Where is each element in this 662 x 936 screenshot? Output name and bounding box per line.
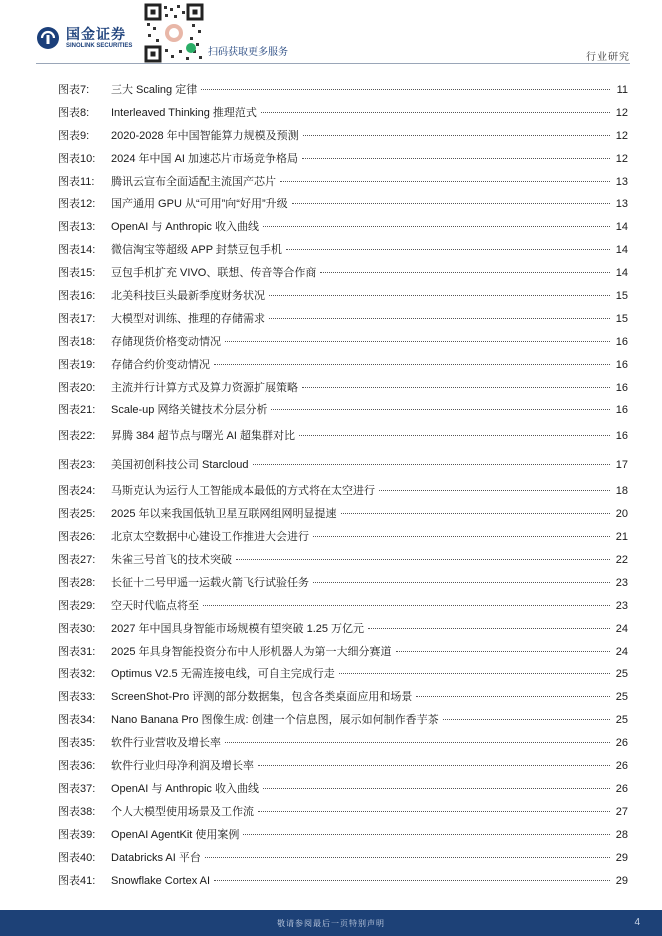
toc-entry[interactable]: [58, 480, 628, 503]
toc-entry[interactable]: [58, 503, 628, 526]
figure-number: 图表29:: [58, 599, 96, 612]
figure-title: 主流并行计算方式及算力资源扩展策略: [111, 381, 298, 394]
figure-title: 长征十二号甲遥一运载火箭飞行试验任务: [111, 576, 309, 589]
dot-leader: [271, 409, 610, 410]
dot-leader: [341, 513, 610, 514]
dot-leader: [280, 181, 610, 182]
figure-title: 2025 年具身智能投资分布中人形机器人为第一大细分赛道: [111, 645, 392, 658]
dot-leader: [303, 135, 610, 136]
figure-title: 北美科技巨头最新季度财务状况: [111, 290, 265, 303]
page-number: 21: [615, 531, 628, 544]
page-number: 26: [615, 782, 628, 795]
toc-entry[interactable]: [58, 308, 628, 331]
dot-leader: [236, 559, 610, 560]
toc-entry[interactable]: [58, 331, 628, 354]
dot-leader: [302, 158, 610, 159]
toc-entry[interactable]: [58, 824, 628, 847]
figure-number: 图表11:: [58, 175, 95, 188]
figure-title: Databricks AI 平台: [111, 851, 201, 864]
page-number: 25: [615, 668, 628, 681]
figure-number: 图表14:: [58, 244, 96, 257]
dot-leader: [416, 696, 610, 697]
figure-title: OpenAI 与 Anthropic 收入曲线: [111, 782, 259, 795]
dot-leader: [443, 719, 610, 720]
figure-title: 朱雀三号首飞的技术突破: [111, 554, 232, 567]
toc-entry[interactable]: [58, 216, 628, 239]
qr-code-icon[interactable]: [144, 3, 204, 63]
figure-title: OpenAI AgentKit 使用案例: [111, 828, 240, 841]
figure-number: 图表28:: [58, 576, 96, 589]
dot-leader: [320, 272, 610, 273]
toc-entry[interactable]: [58, 663, 628, 686]
figure-title: 存储现货价格变动情况: [111, 335, 221, 348]
figure-number: 图表33:: [58, 691, 96, 704]
page-number: 18: [615, 485, 628, 498]
figure-number: 图表25:: [58, 508, 96, 521]
dot-leader: [313, 582, 610, 583]
dot-leader: [258, 811, 610, 812]
toc-entry[interactable]: [58, 451, 628, 480]
page-number: 13: [615, 198, 628, 211]
page-number: 27: [615, 805, 628, 818]
dot-leader: [214, 880, 610, 881]
scan-qr-caption: 扫码获取更多服务: [208, 47, 288, 58]
figure-title: 微信淘宝等超级 APP 封禁豆包手机: [111, 244, 282, 257]
logo-chinese-name: 国金证券: [66, 25, 126, 42]
figure-number: 图表13:: [58, 221, 96, 234]
page-number: 24: [615, 645, 628, 658]
page-header: [0, 0, 662, 66]
figure-title: 马斯克认为运行人工智能成本最低的方式将在太空进行: [111, 485, 375, 498]
header-divider: [36, 63, 630, 64]
toc-entry[interactable]: [58, 399, 628, 422]
dot-leader: [368, 628, 610, 629]
toc-entry[interactable]: [58, 847, 628, 870]
page-number: 12: [615, 152, 628, 165]
figure-number: 图表16:: [58, 290, 96, 303]
page-number: 12: [615, 106, 628, 119]
figure-title: Interleaved Thinking 推理范式: [111, 106, 257, 119]
page-number: 16: [615, 381, 628, 394]
figure-title: 个人大模型使用场景及工作流: [111, 805, 254, 818]
toc-entry[interactable]: [58, 641, 628, 664]
figure-title: Nano Banana Pro 图像生成: 创建一个信息图，展示如何制作香芋茶: [111, 714, 439, 727]
toc-entry[interactable]: [58, 422, 628, 451]
figure-number: 图表41:: [58, 874, 96, 887]
figure-number: 图表31:: [58, 645, 96, 658]
toc-entry[interactable]: [58, 595, 628, 618]
dot-leader: [269, 295, 610, 296]
dot-leader: [205, 857, 610, 858]
toc-entry[interactable]: [58, 755, 628, 778]
figure-number: 图表23:: [58, 459, 96, 472]
toc-entry[interactable]: [58, 354, 628, 377]
page-number: 22: [615, 554, 628, 567]
figure-title: ScreenShot-Pro 评测的部分数据集，包含各类桌面应用和场景: [111, 691, 413, 704]
page-number: 26: [615, 737, 628, 750]
dot-leader: [299, 435, 610, 436]
figure-title: 空天时代临点将至: [111, 599, 199, 612]
dot-leader: [379, 490, 610, 491]
dot-leader: [203, 605, 610, 606]
toc-entry[interactable]: [58, 193, 628, 216]
figure-title: Optimus V2.5 无需连接电线，可自主完成行走: [111, 668, 335, 681]
dot-leader: [339, 673, 610, 674]
toc-entry[interactable]: [58, 549, 628, 572]
toc-entry[interactable]: [58, 239, 628, 262]
report-section-label: 行业研究: [586, 52, 630, 63]
figure-number: 图表22:: [58, 430, 96, 443]
figure-title: 北京太空数据中心建设工作推进大会进行: [111, 531, 309, 544]
dot-leader: [263, 788, 610, 789]
dot-leader: [302, 387, 610, 388]
dot-leader: [313, 536, 610, 537]
figure-number: 图表15:: [58, 267, 96, 280]
figure-number: 图表39:: [58, 828, 96, 841]
dot-leader: [214, 364, 610, 365]
toc-entry[interactable]: [58, 572, 628, 595]
toc-entry[interactable]: [58, 285, 628, 308]
figure-number: 图表24:: [58, 485, 96, 498]
figure-number: 图表12:: [58, 198, 96, 211]
figure-title: 软件行业营收及增长率: [111, 737, 221, 750]
figure-number: 图表7:: [58, 84, 90, 96]
toc-entry[interactable]: [58, 778, 628, 801]
page-footer: [0, 910, 662, 936]
figure-number: 图表21:: [58, 404, 96, 417]
page-number: 24: [615, 622, 628, 635]
figure-title: Scale-up 网络关键技术分层分析: [111, 404, 268, 417]
page-number: 16: [615, 358, 628, 371]
figure-title: 大模型对训练、推理的存储需求: [111, 312, 265, 325]
dot-leader: [396, 651, 610, 652]
page-number: 14: [615, 267, 628, 280]
page-number: 14: [615, 221, 628, 234]
toc-entry[interactable]: [58, 171, 628, 194]
figure-number: 图表19:: [58, 358, 96, 371]
toc-entry[interactable]: [58, 870, 628, 893]
page-number: 16: [615, 335, 628, 348]
page-number: 28: [615, 828, 628, 841]
toc-entry[interactable]: [58, 125, 628, 148]
figure-title: 三大 Scaling 定律: [111, 84, 198, 96]
figure-number: 图表30:: [58, 622, 96, 635]
figure-title: 2025 年以来我国低轨卫星互联网组网明显提速: [111, 508, 337, 521]
figure-number: 图表27:: [58, 554, 96, 567]
dot-leader: [201, 89, 610, 90]
figure-title: 软件行业归母净利润及增长率: [111, 760, 254, 773]
dot-leader: [243, 834, 610, 835]
dot-leader: [292, 203, 610, 204]
figure-title: 腾讯云宣布全面适配主流国产芯片: [111, 175, 276, 188]
figure-number: 图表8:: [58, 106, 90, 119]
figure-number: 图表26:: [58, 531, 96, 544]
toc-entry[interactable]: [58, 686, 628, 709]
figure-number: 图表18:: [58, 335, 96, 348]
dot-leader: [225, 742, 610, 743]
toc-entry[interactable]: [58, 102, 628, 125]
disclaimer-note: 敬请参阅最后一页特别声明: [277, 919, 385, 928]
figure-number: 图表10:: [58, 152, 96, 165]
dot-leader: [263, 226, 610, 227]
figure-title: 美国初创科技公司 Starcloud: [111, 459, 249, 472]
dot-leader: [261, 112, 610, 113]
dot-leader: [269, 318, 610, 319]
figure-title: 2020-2028 年中国智能算力规模及预测: [111, 129, 299, 142]
figure-number: 图表35:: [58, 737, 96, 750]
dot-leader: [225, 341, 610, 342]
page-number: 13: [615, 175, 628, 188]
company-logo: [36, 26, 132, 50]
page-number: 16: [615, 430, 628, 443]
figure-title: 2027 年中国具身智能市场规模有望突破 1.25 万亿元: [111, 622, 365, 635]
toc-entry[interactable]: [58, 148, 628, 171]
page-number: 23: [615, 576, 628, 589]
figure-title: 2024 年中国 AI 加速芯片市场竞争格局: [111, 152, 299, 165]
page-number: 15: [615, 290, 628, 303]
figure-title: 昇腾 384 超节点与曙光 AI 超集群对比: [111, 430, 295, 443]
toc-entry[interactable]: [58, 709, 628, 732]
dot-leader: [258, 765, 610, 766]
figure-title: Snowflake Cortex AI: [111, 874, 211, 887]
figure-number: 图表20:: [58, 381, 96, 394]
page-number: 17: [615, 459, 628, 472]
dot-leader: [286, 249, 610, 250]
page-number: 15: [615, 312, 628, 325]
toc-entry[interactable]: [58, 377, 628, 400]
company-logo-icon: [36, 26, 60, 50]
figure-number: 图表9:: [58, 129, 90, 142]
logo-english-name: SINOLINK SECURITIES: [66, 42, 133, 49]
figure-number: 图表32:: [58, 668, 96, 681]
figure-list: [58, 79, 628, 892]
toc-entry[interactable]: [58, 526, 628, 549]
figure-number: 图表37:: [58, 782, 96, 795]
figure-number: 图表34:: [58, 714, 96, 727]
page-number: 25: [615, 714, 628, 727]
toc-entry[interactable]: [58, 79, 628, 102]
figure-number: 图表36:: [58, 760, 96, 773]
page-number: 14: [615, 244, 628, 257]
page-number: 29: [615, 851, 628, 864]
figure-title: 国产通用 GPU 从“可用”向“好用”升级: [111, 198, 288, 211]
page-number: 29: [615, 874, 628, 887]
figure-title: 豆包手机扩充 VIVO、联想、传音等合作商: [111, 267, 317, 280]
page-number: 25: [615, 691, 628, 704]
toc-entry[interactable]: [58, 618, 628, 641]
toc-entry[interactable]: [58, 262, 628, 285]
figure-number: 图表17:: [58, 312, 96, 325]
footer-page-number: 4: [634, 917, 640, 928]
page-number: 12: [615, 129, 628, 142]
page-number: 20: [615, 508, 628, 521]
page-number: 11: [616, 84, 628, 96]
toc-entry[interactable]: [58, 732, 628, 755]
figure-title: OpenAI 与 Anthropic 收入曲线: [111, 221, 259, 234]
toc-entry[interactable]: [58, 801, 628, 824]
page-number: 23: [615, 599, 628, 612]
page-number: 16: [615, 404, 628, 417]
dot-leader: [253, 464, 610, 465]
page-number: 26: [615, 760, 628, 773]
figure-number: 图表38:: [58, 805, 96, 818]
figure-title: 存储合约价变动情况: [111, 358, 210, 371]
figure-number: 图表40:: [58, 851, 96, 864]
